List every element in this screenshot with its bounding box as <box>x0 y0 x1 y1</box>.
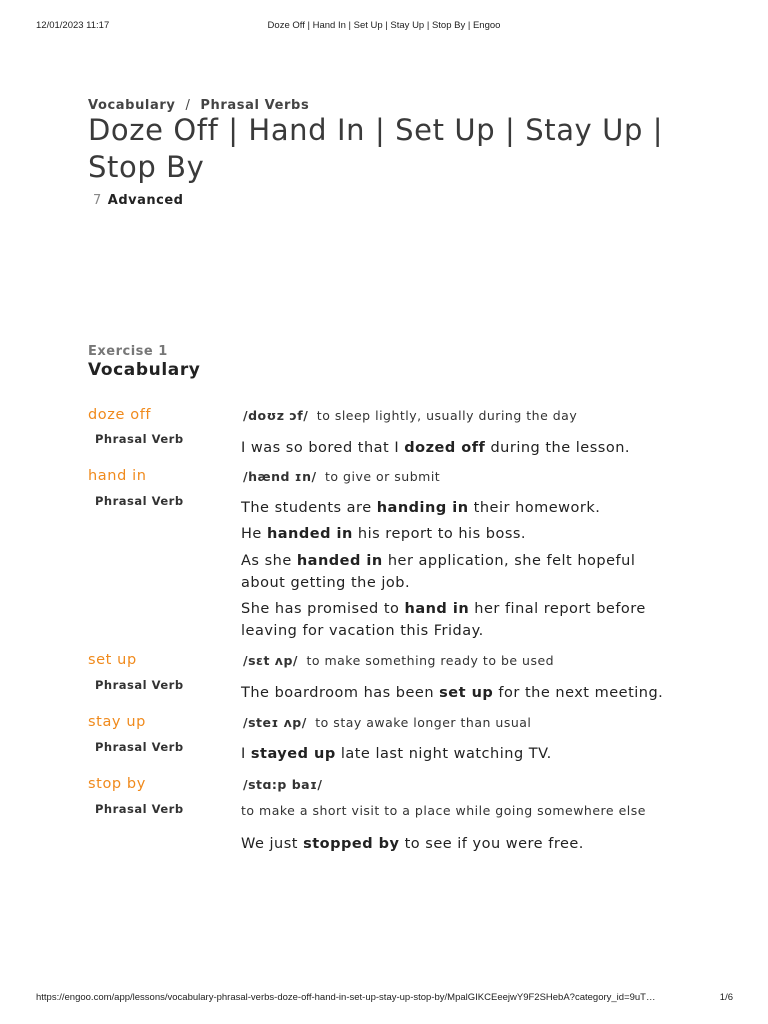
pronunciation: /sɛt ʌp/ <box>243 653 298 668</box>
breadcrumb <box>88 98 309 113</box>
page-title: Doze Off | Hand In | Set Up | Stay Up | Stop By <box>88 113 664 184</box>
vocab-word: set up <box>88 652 137 668</box>
vocab-word: doze off <box>88 407 152 423</box>
example-sentence: As she handed in her application, she felt hopeful about getting the job. <box>241 553 636 591</box>
breadcrumb-vocabulary-link[interactable]: Vocabulary <box>88 98 176 113</box>
section-title: Vocabulary <box>88 360 201 380</box>
example-sentence: The students are handing in their homework. <box>241 500 601 516</box>
definition <box>243 408 577 423</box>
print-title: Doze Off | Hand In | Set Up | Stay Up | Stop By | Engoo <box>267 20 501 31</box>
pronunciation: /stɑ:p baɪ/ <box>243 777 323 792</box>
vocab-word: hand in <box>88 468 147 484</box>
example-sentence: She has promised to hand in her final report before leaving for vacation this Friday. <box>241 601 646 639</box>
level-indicator <box>93 193 183 208</box>
vocab-word: stay up <box>88 714 146 730</box>
part-of-speech: Phrasal Verb <box>95 432 184 446</box>
example-sentence: We just stopped by to see if you were free. <box>241 836 584 852</box>
pronunciation: /steɪ ʌp/ <box>243 715 307 730</box>
example-sentence: He handed in his report to his boss. <box>241 526 527 542</box>
page-number: 1/6 <box>719 992 733 1003</box>
definition <box>243 715 531 730</box>
part-of-speech: Phrasal Verb <box>95 802 184 816</box>
level-label: Advanced <box>107 193 184 208</box>
part-of-speech: Phrasal Verb <box>95 494 184 508</box>
example-sentence: I stayed up late last night watching TV. <box>241 746 552 762</box>
definition-text: to stay awake longer than usual <box>315 715 532 730</box>
example-sentence: The boardroom has been set up for the next meeting. <box>241 685 664 701</box>
breadcrumb-phrasal-verbs-link[interactable]: Phrasal Verbs <box>200 98 310 113</box>
definition-text: to sleep lightly, usually during the day <box>316 408 578 423</box>
print-date: 12/01/2023 11:17 <box>36 20 110 31</box>
definition <box>243 469 440 484</box>
part-of-speech: Phrasal Verb <box>95 740 184 754</box>
level-number: 7 <box>93 193 102 208</box>
definition <box>243 653 554 668</box>
example-sentence: I was so bored that I dozed off during the lesson. <box>241 440 630 456</box>
exercise-label: Exercise 1 <box>88 344 168 359</box>
print-url: https://engoo.com/app/lessons/vocabulary-phrasal-verbs-doze-off-hand-in-set-up-stay-up-stop-by/MpalGIKCEeejwY9F2SHebA?category_id=9uT… <box>36 992 656 1003</box>
breadcrumb-separator: / <box>185 98 191 113</box>
pronunciation: /hænd ɪn/ <box>243 469 317 484</box>
definition-text: to make something ready to be used <box>306 653 555 668</box>
definition-text: to give or submit <box>325 469 441 484</box>
pronunciation: /doʊz ɔf/ <box>243 408 309 423</box>
definition-text: to make a short visit to a place while going somewhere else <box>241 803 646 818</box>
vocab-word: stop by <box>88 776 146 792</box>
part-of-speech: Phrasal Verb <box>95 678 184 692</box>
